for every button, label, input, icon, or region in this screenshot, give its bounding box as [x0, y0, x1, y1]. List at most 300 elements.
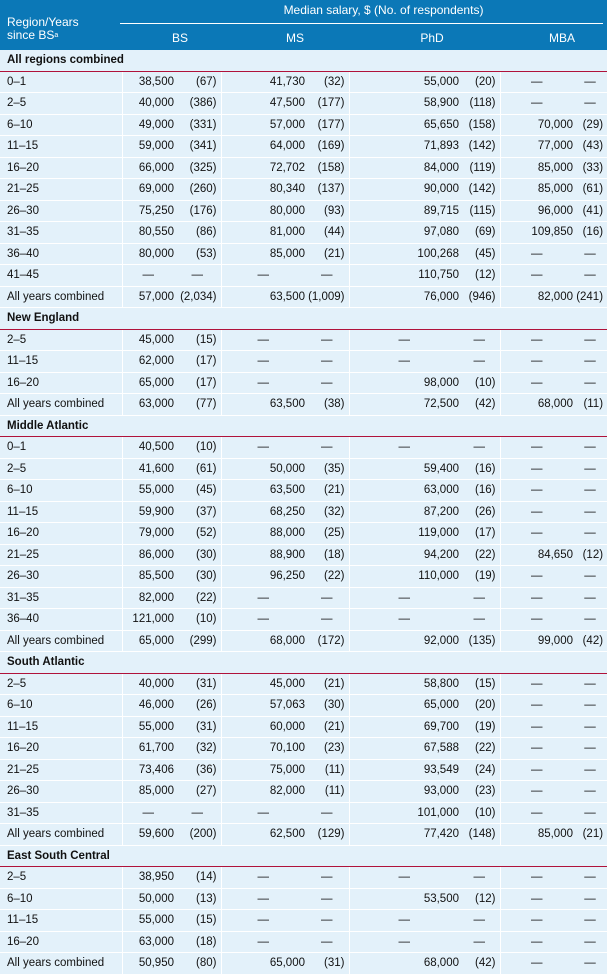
table-row [0, 372, 607, 394]
table-row [0, 888, 607, 910]
table-row [0, 480, 607, 502]
salary-value: 68,000 [349, 953, 459, 975]
salary-value: — [221, 609, 305, 631]
salary-value: — [500, 351, 573, 373]
respondent-count: (331) [174, 114, 221, 136]
table-row [0, 200, 607, 222]
respondent-count: — [573, 673, 607, 695]
respondent-count: (21) [305, 716, 349, 738]
salary-value: 82,000 [122, 587, 174, 609]
salary-value: 68,000 [221, 630, 305, 652]
respondent-count: — [573, 609, 607, 631]
respondent-count: (15) [174, 329, 221, 351]
table-row [0, 910, 607, 932]
table-row [0, 351, 607, 373]
salary-value: 40,500 [122, 437, 174, 459]
respondent-count: (18) [305, 544, 349, 566]
table-row [0, 802, 607, 824]
salary-value: 82,000 [500, 286, 573, 308]
respondent-count: (22) [305, 566, 349, 588]
table-row [0, 781, 607, 803]
table-row [0, 243, 607, 265]
respondent-count: (32) [174, 738, 221, 760]
respondent-count: — [573, 566, 607, 588]
row-label: 6–10 [0, 695, 122, 717]
salary-value: 76,000 [349, 286, 459, 308]
respondent-count: (11) [305, 759, 349, 781]
table-row [0, 523, 607, 545]
salary-value: 65,000 [349, 695, 459, 717]
salary-value: — [349, 910, 459, 932]
salary-value: 62,000 [122, 351, 174, 373]
row-label: 21–25 [0, 759, 122, 781]
salary-value: 72,702 [221, 157, 305, 179]
table-row [0, 265, 607, 287]
salary-value: — [500, 243, 573, 265]
salary-value: 41,730 [221, 71, 305, 93]
respondent-count: — [174, 265, 221, 287]
table-row [0, 738, 607, 760]
respondent-count: (33) [573, 157, 607, 179]
salary-value: 41,600 [122, 458, 174, 480]
salary-value: 64,000 [221, 136, 305, 158]
respondent-count: (260) [174, 179, 221, 201]
row-label: 41–45 [0, 265, 122, 287]
row-label: 31–35 [0, 222, 122, 244]
table-row [0, 566, 607, 588]
section-header [0, 308, 607, 330]
respondent-count: (1,009) [305, 286, 349, 308]
salary-value: 58,800 [349, 673, 459, 695]
salary-value: — [349, 867, 459, 889]
respondent-count: (19) [459, 566, 500, 588]
salary-value: — [349, 329, 459, 351]
section-title: Middle Atlantic [0, 415, 607, 437]
salary-value: 75,000 [221, 759, 305, 781]
respondent-count: (22) [459, 544, 500, 566]
table-row [0, 587, 607, 609]
row-label: All years combined [0, 394, 122, 416]
respondent-count: (386) [174, 93, 221, 115]
salary-value: — [349, 351, 459, 373]
respondent-count: (12) [573, 544, 607, 566]
salary-value: — [500, 329, 573, 351]
respondent-count: — [573, 501, 607, 523]
respondent-count: (29) [573, 114, 607, 136]
respondent-count: (35) [305, 458, 349, 480]
respondent-count: (45) [459, 243, 500, 265]
row-label: 0–1 [0, 437, 122, 459]
salary-value: 65,000 [122, 630, 174, 652]
respondent-count: (38) [305, 394, 349, 416]
respondent-count: (946) [459, 286, 500, 308]
salary-value: 45,000 [221, 673, 305, 695]
row-label: 11–15 [0, 501, 122, 523]
respondent-count: — [573, 587, 607, 609]
salary-value: — [221, 372, 305, 394]
salary-value: 49,000 [122, 114, 174, 136]
respondent-count: — [459, 867, 500, 889]
respondent-count: (20) [459, 695, 500, 717]
salary-value: — [221, 910, 305, 932]
salary-value: 68,000 [500, 394, 573, 416]
salary-value: 38,950 [122, 867, 174, 889]
respondent-count: (52) [174, 523, 221, 545]
respondent-count: (119) [459, 157, 500, 179]
row-label: 11–15 [0, 716, 122, 738]
respondent-count: (32) [305, 501, 349, 523]
respondent-count: (10) [459, 372, 500, 394]
salary-value: 58,900 [349, 93, 459, 115]
row-label: 2–5 [0, 673, 122, 695]
respondent-count: — [573, 781, 607, 803]
salary-value: 81,000 [221, 222, 305, 244]
salary-value: 100,268 [349, 243, 459, 265]
respondent-count: — [305, 867, 349, 889]
table-row [0, 71, 607, 93]
row-label: 2–5 [0, 93, 122, 115]
header-col-bs: BS [171, 31, 188, 45]
salary-value: — [500, 265, 573, 287]
salary-value: 88,000 [221, 523, 305, 545]
respondent-count: (17) [459, 523, 500, 545]
respondent-count: (21) [305, 243, 349, 265]
salary-value: 82,000 [221, 781, 305, 803]
table-row [0, 931, 607, 953]
salary-value: — [500, 437, 573, 459]
salary-value: — [500, 523, 573, 545]
respondent-count: (80) [174, 953, 221, 975]
respondent-count: (10) [459, 802, 500, 824]
respondent-count: (86) [174, 222, 221, 244]
table-row [0, 867, 607, 889]
salary-value: — [500, 888, 573, 910]
row-label: 6–10 [0, 114, 122, 136]
salary-value: 80,000 [221, 200, 305, 222]
respondent-count: (16) [459, 480, 500, 502]
salary-value: 99,000 [500, 630, 573, 652]
row-label: 36–40 [0, 609, 122, 631]
respondent-count: — [573, 523, 607, 545]
respondent-count: — [573, 716, 607, 738]
table-row [0, 179, 607, 201]
respondent-count: (30) [174, 544, 221, 566]
salary-value: 73,406 [122, 759, 174, 781]
respondent-count: (142) [459, 179, 500, 201]
salary-value: — [500, 480, 573, 502]
salary-value: 85,000 [500, 179, 573, 201]
row-label: 26–30 [0, 200, 122, 222]
respondent-count: (15) [174, 910, 221, 932]
respondent-count: (16) [459, 458, 500, 480]
salary-value: 80,340 [221, 179, 305, 201]
respondent-count: — [573, 351, 607, 373]
respondent-count: — [305, 910, 349, 932]
respondent-count: — [459, 609, 500, 631]
respondent-count: (22) [174, 587, 221, 609]
salary-value: 68,250 [221, 501, 305, 523]
salary-value: 59,000 [122, 136, 174, 158]
respondent-count: — [573, 458, 607, 480]
row-label: 31–35 [0, 587, 122, 609]
respondent-count: — [573, 738, 607, 760]
respondent-count: (77) [174, 394, 221, 416]
respondent-count: (30) [305, 695, 349, 717]
respondent-count: — [573, 910, 607, 932]
salary-value: 121,000 [122, 609, 174, 631]
respondent-count: (26) [174, 695, 221, 717]
salary-value: 89,715 [349, 200, 459, 222]
row-label: 26–30 [0, 781, 122, 803]
header-col-mba: MBA [548, 31, 575, 45]
salary-value: 90,000 [349, 179, 459, 201]
salary-value: 47,500 [221, 93, 305, 115]
respondent-count: — [305, 372, 349, 394]
salary-value: 59,400 [349, 458, 459, 480]
salary-value: 98,000 [349, 372, 459, 394]
salary-value: 55,000 [122, 716, 174, 738]
salary-table-body [0, 50, 607, 974]
salary-value: — [500, 738, 573, 760]
respondent-count: (30) [174, 566, 221, 588]
row-label: 36–40 [0, 243, 122, 265]
salary-value: 85,000 [500, 157, 573, 179]
salary-value: 59,600 [122, 824, 174, 846]
salary-table [0, 50, 607, 975]
respondent-count: (12) [459, 265, 500, 287]
respondent-count: — [459, 351, 500, 373]
respondent-count: (27) [174, 781, 221, 803]
respondent-count: (18) [174, 931, 221, 953]
salary-value: 50,950 [122, 953, 174, 975]
salary-value: 84,000 [349, 157, 459, 179]
respondent-count: (93) [305, 200, 349, 222]
row-label: All years combined [0, 824, 122, 846]
header-col-phd: PhD [420, 31, 444, 45]
respondent-count: — [459, 587, 500, 609]
section-title: South Atlantic [0, 652, 607, 674]
salary-value: — [221, 587, 305, 609]
salary-value: 87,200 [349, 501, 459, 523]
salary-value: 93,000 [349, 781, 459, 803]
respondent-count: (44) [305, 222, 349, 244]
respondent-count: (10) [174, 437, 221, 459]
respondent-count: — [305, 329, 349, 351]
respondent-count: (24) [459, 759, 500, 781]
salary-value: 38,500 [122, 71, 174, 93]
salary-value: 63,500 [221, 286, 305, 308]
salary-value: 119,000 [349, 523, 459, 545]
respondent-count: (22) [459, 738, 500, 760]
row-label: 11–15 [0, 910, 122, 932]
salary-value: — [221, 329, 305, 351]
salary-value: — [349, 609, 459, 631]
salary-value: — [500, 501, 573, 523]
respondent-count: (21) [305, 480, 349, 502]
respondent-count: (32) [305, 71, 349, 93]
salary-value: — [500, 71, 573, 93]
respondent-count: (341) [174, 136, 221, 158]
respondent-count: (118) [459, 93, 500, 115]
respondent-count: (36) [174, 759, 221, 781]
table-row [0, 716, 607, 738]
section-header [0, 50, 607, 71]
respondent-count: (142) [459, 136, 500, 158]
salary-value: — [221, 265, 305, 287]
salary-value: 71,893 [349, 136, 459, 158]
salary-value: 53,500 [349, 888, 459, 910]
table-row [0, 501, 607, 523]
respondent-count: (241) [573, 286, 607, 308]
respondent-count: — [305, 888, 349, 910]
respondent-count: (37) [174, 501, 221, 523]
salary-value: 109,850 [500, 222, 573, 244]
respondent-count: — [573, 802, 607, 824]
respondent-count: (14) [174, 867, 221, 889]
header-median-salary: Median salary, $ (No. of respondents) [283, 3, 484, 17]
respondent-count: — [305, 437, 349, 459]
respondent-count: (12) [459, 888, 500, 910]
section-header [0, 845, 607, 867]
respondent-count: (200) [174, 824, 221, 846]
row-label: 2–5 [0, 867, 122, 889]
salary-value: 59,900 [122, 501, 174, 523]
salary-value: 110,750 [349, 265, 459, 287]
salary-value: 101,000 [349, 802, 459, 824]
salary-value: 57,000 [122, 286, 174, 308]
table-row [0, 93, 607, 115]
salary-value: — [349, 437, 459, 459]
respondent-count: (42) [459, 953, 500, 975]
header-rule [120, 23, 603, 24]
respondent-count: — [305, 587, 349, 609]
row-label: 0–1 [0, 71, 122, 93]
respondent-count: (41) [573, 200, 607, 222]
row-label: 16–20 [0, 523, 122, 545]
salary-value: 110,000 [349, 566, 459, 588]
salary-value: 80,000 [122, 243, 174, 265]
table-row [0, 673, 607, 695]
respondent-count: — [573, 437, 607, 459]
section-title: All regions combined [0, 50, 607, 71]
respondent-count: (2,034) [174, 286, 221, 308]
salary-value: — [221, 437, 305, 459]
table-row [0, 458, 607, 480]
salary-value: 61,700 [122, 738, 174, 760]
respondent-count: — [305, 931, 349, 953]
respondent-count: (176) [174, 200, 221, 222]
respondent-count: — [573, 695, 607, 717]
respondent-count: (53) [174, 243, 221, 265]
table-row [0, 824, 607, 846]
respondent-count: (43) [573, 136, 607, 158]
salary-value: — [500, 458, 573, 480]
respondent-count: (21) [573, 824, 607, 846]
respondent-count: (67) [174, 71, 221, 93]
salary-value: — [221, 888, 305, 910]
header-stub-line2: since BS [7, 28, 55, 42]
respondent-count: — [573, 93, 607, 115]
row-label: 16–20 [0, 931, 122, 953]
table-row [0, 114, 607, 136]
respondent-count: (177) [305, 93, 349, 115]
salary-value: — [500, 716, 573, 738]
respondent-count: (31) [174, 716, 221, 738]
respondent-count: (19) [459, 716, 500, 738]
salary-value: 65,000 [221, 953, 305, 975]
salary-value: 85,000 [500, 824, 573, 846]
respondent-count: — [459, 931, 500, 953]
salary-value: 86,000 [122, 544, 174, 566]
respondent-count: (42) [459, 394, 500, 416]
row-label: 6–10 [0, 480, 122, 502]
salary-value: — [500, 759, 573, 781]
respondent-count: — [573, 372, 607, 394]
salary-value: — [221, 931, 305, 953]
salary-value: 96,250 [221, 566, 305, 588]
table-row [0, 953, 607, 975]
salary-value: — [500, 931, 573, 953]
salary-value: 65,000 [122, 372, 174, 394]
salary-value: — [500, 802, 573, 824]
salary-value: 40,000 [122, 93, 174, 115]
table-row [0, 630, 607, 652]
table-row [0, 609, 607, 631]
row-label: 31–35 [0, 802, 122, 824]
row-label: All years combined [0, 286, 122, 308]
salary-value: — [122, 265, 174, 287]
salary-value: — [500, 372, 573, 394]
respondent-count: (11) [305, 781, 349, 803]
respondent-count: — [573, 888, 607, 910]
table-row [0, 329, 607, 351]
respondent-count: (129) [305, 824, 349, 846]
salary-value: — [221, 867, 305, 889]
salary-value: 63,000 [122, 394, 174, 416]
respondent-count: (42) [573, 630, 607, 652]
respondent-count: (21) [305, 673, 349, 695]
salary-value: 57,000 [221, 114, 305, 136]
respondent-count: (26) [459, 501, 500, 523]
row-label: 11–15 [0, 351, 122, 373]
table-row [0, 394, 607, 416]
header-stub [7, 16, 79, 42]
respondent-count: — [573, 265, 607, 287]
row-label: 2–5 [0, 329, 122, 351]
respondent-count: — [459, 329, 500, 351]
row-label: 16–20 [0, 157, 122, 179]
respondent-count: — [573, 759, 607, 781]
table-row [0, 136, 607, 158]
respondent-count: (299) [174, 630, 221, 652]
row-label: 21–25 [0, 179, 122, 201]
row-label: All years combined [0, 953, 122, 975]
respondent-count: (69) [459, 222, 500, 244]
salary-value: 50,000 [122, 888, 174, 910]
respondent-count: — [459, 910, 500, 932]
respondent-count: — [459, 437, 500, 459]
respondent-count: (325) [174, 157, 221, 179]
salary-value: 63,000 [349, 480, 459, 502]
respondent-count: (158) [459, 114, 500, 136]
salary-value: 77,000 [500, 136, 573, 158]
table-row [0, 286, 607, 308]
respondent-count: (23) [459, 781, 500, 803]
salary-value: 60,000 [221, 716, 305, 738]
respondent-count: (137) [305, 179, 349, 201]
salary-value: — [221, 351, 305, 373]
salary-value: 55,000 [349, 71, 459, 93]
